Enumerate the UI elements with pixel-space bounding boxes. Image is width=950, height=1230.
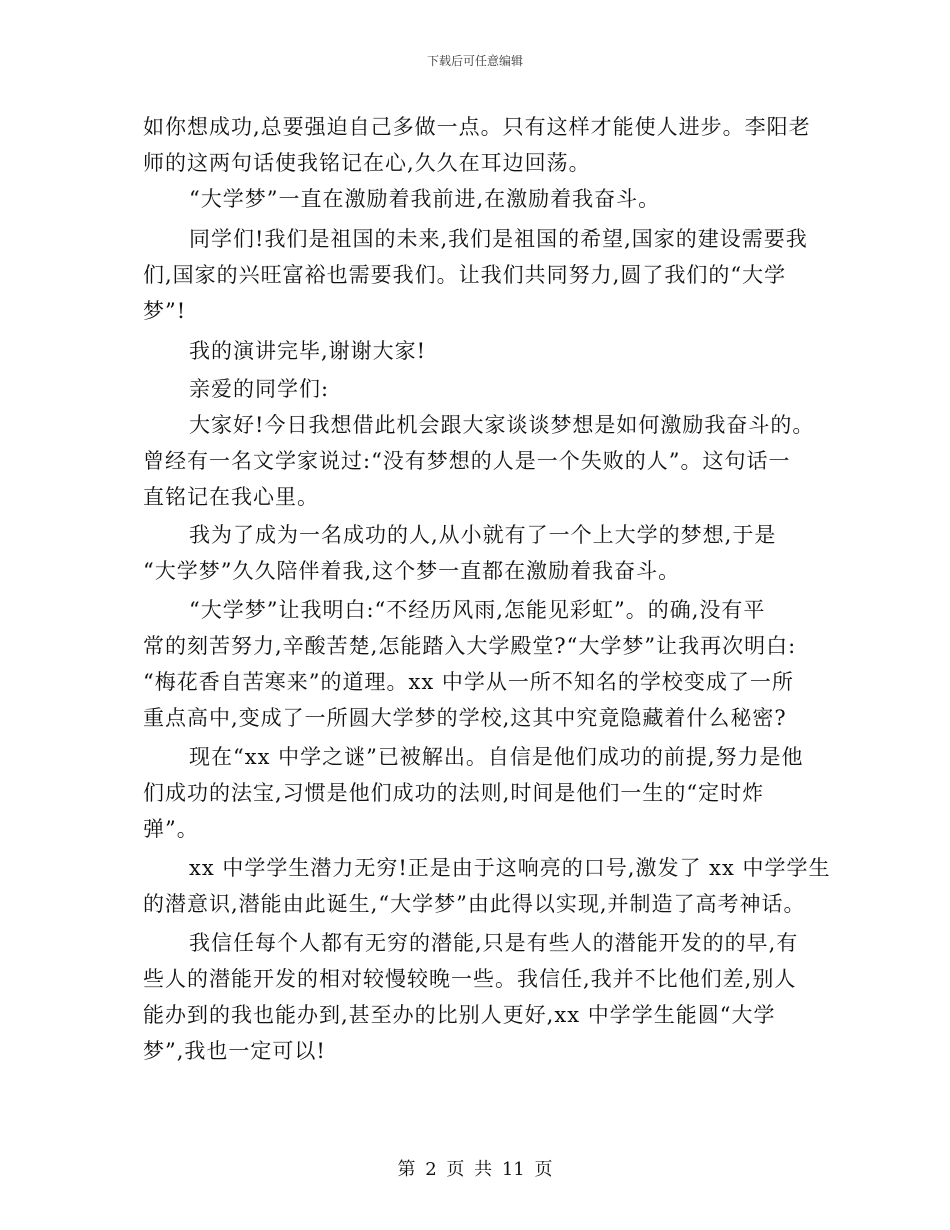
text-line: 曾经有一名文学家说过:“没有梦想的人是一个失败的人”。这句话一 [143, 449, 791, 473]
text-line: 大家好!今日我想借此机会跟大家谈谈梦想是如何激励我奋斗的。 [189, 413, 815, 437]
text-line: xx 中学学生潜力无穷!正是由于这响亮的口号,激发了 xx 中学学生 [189, 856, 831, 880]
text-line: 们成功的法宝,习惯是他们成功的法则,时间是他们一生的“定时炸 [143, 781, 765, 805]
text-line: “梅花香自苦寒来”的道理。xx 中学从一所不知名的学校变成了一所 [143, 670, 794, 694]
text-line: 梦”,我也一定可以! [143, 1039, 326, 1063]
text-line: 亲爱的同学们: [189, 377, 330, 401]
text-line: 常的刻苦努力,辛酸苦楚,怎能踏入大学殿堂?“大学梦”让我再次明白: [143, 634, 797, 658]
text-line: 师的这两句话使我铭记在心,久久在耳边回荡。 [143, 151, 591, 175]
text-line: “大学梦”让我明白:“不经历风雨,怎能见彩虹”。的确,没有平 [189, 598, 766, 622]
text-line: 些人的潜能开发的相对较慢较晚一些。我信任,我并不比他们差,别人 [143, 967, 797, 991]
text-line: 们,国家的兴旺富裕也需要我们。让我们共同努力,圆了我们的“大学 [143, 263, 787, 287]
text-line: 梦”! [143, 299, 187, 323]
text-line: 我信任每个人都有无穷的潜能,只是有些人的潜能开发的的早,有 [189, 931, 799, 955]
text-line: 我为了成为一名成功的人,从小就有了一个上大学的梦想,于是 [189, 523, 777, 547]
page-number-footer: 第 2 页 共 11 页 [397, 1159, 553, 1180]
text-line: “大学梦”久久陪伴着我,这个梦一直都在激励着我奋斗。 [143, 559, 681, 583]
text-line: 弹”。 [143, 817, 199, 841]
text-line: 我的演讲完毕,谢谢大家! [189, 339, 427, 363]
text-line: 重点高中,变成了一所圆大学梦的学校,这其中究竟隐藏着什么秘密? [143, 706, 787, 730]
text-line: 如你想成功,总要强迫自己多做一点。只有这样才能使人进步。李阳老 [143, 115, 811, 139]
text-line: 的潜意识,潜能由此诞生,“大学梦”由此得以实现,并制造了高考神话。 [143, 892, 806, 916]
page-header: 下载后可任意编辑 [426, 54, 523, 68]
text-line: 现在“xx 中学之谜”已被解出。自信是他们成功的前提,努力是他 [189, 745, 804, 769]
text-line: 直铭记在我心里。 [143, 485, 319, 509]
text-line: “大学梦”一直在激励着我前进,在激励着我奋斗。 [189, 187, 661, 211]
text-line: 同学们!我们是祖国的未来,我们是祖国的希望,国家的建设需要我 [189, 227, 808, 251]
text-line: 能办到的我也能办到,甚至办的比别人更好,xx 中学学生能圆“大学 [143, 1003, 776, 1027]
